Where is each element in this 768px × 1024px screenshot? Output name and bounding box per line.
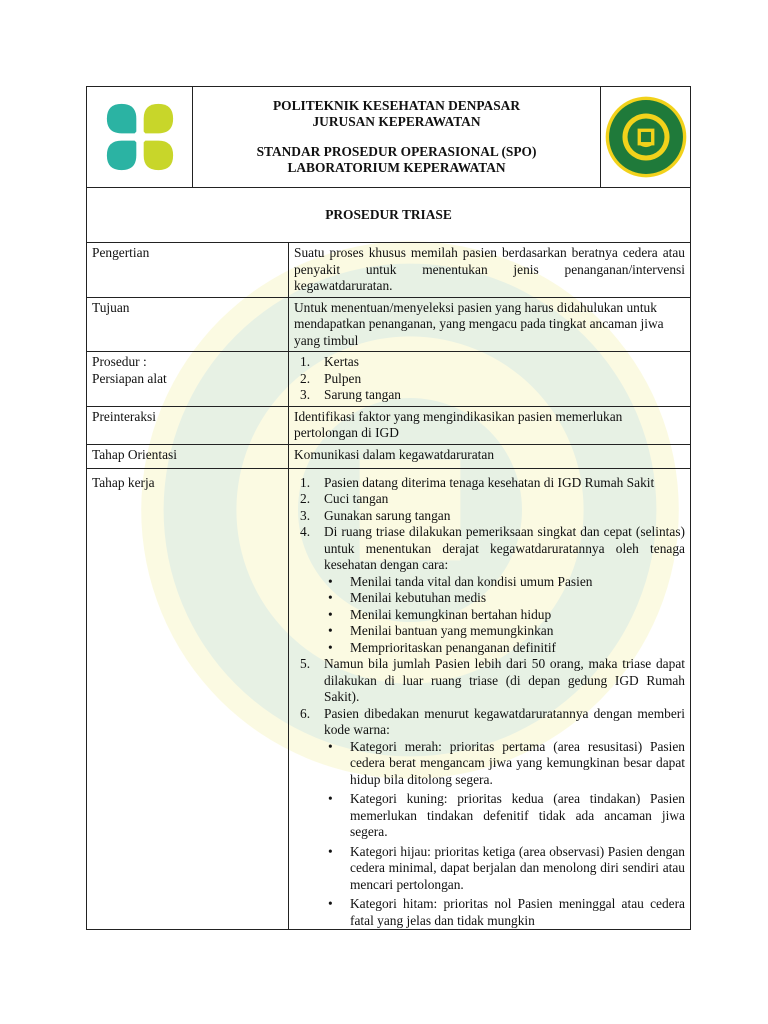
step-item: 3. Gunakan sarung tangan xyxy=(300,507,451,523)
list-item: 2. Pulpen xyxy=(300,370,362,386)
text-tujuan: Untuk menentuan/menyeleksi pasien yang harus didahulukan untuk mendapatkan penanganan, yang mengacu pada tingkat ancaman jiwa yang timbul xyxy=(289,297,691,352)
spo-document xyxy=(86,86,690,930)
title-row xyxy=(87,188,691,243)
step-item: 2. Cuci tangan xyxy=(300,491,389,506)
label-orientasi: Tahap Orientasi xyxy=(87,444,289,468)
text-pengertian: Suatu proses khusus memilah pasien berdasarkan beratnya cedera atau penyakit untuk menentukan jenis penanganan/intervensi kegawatdaruratan. xyxy=(289,243,691,298)
label-prosedur-line1: Prosedur : xyxy=(92,354,147,369)
text-orientasi: Komunikasi dalam kegawatdaruratan xyxy=(289,444,691,468)
document-type: STANDAR PROSEDUR OPERASIONAL (SPO) xyxy=(256,144,537,159)
bullet-item: • Memprioritaskan penanganan definitif xyxy=(328,639,556,655)
text-preinteraksi: Identifikasi faktor yang mengindikasikan pasien memerlukan pertolongan di IGD xyxy=(289,406,691,444)
department-name: JURUSAN KEPERAWATAN xyxy=(312,114,481,129)
list-item: 3. Sarung tangan xyxy=(300,387,401,402)
row-persiapan-alat xyxy=(87,352,691,407)
row-tujuan xyxy=(87,297,691,352)
bullet-item: • Menilai bantuan yang memungkinkan xyxy=(328,623,554,638)
list-persiapan-alat xyxy=(289,352,691,407)
step-item: 1. Pasien datang diterima tenaga kesehatan di IGD Rumah Sakit xyxy=(300,474,655,490)
header-row xyxy=(87,87,691,188)
spo-table xyxy=(86,86,691,930)
bullet-item: • Menilai kebutuhan medis xyxy=(328,590,487,605)
label-prosedur xyxy=(87,352,289,407)
list-tahap-kerja xyxy=(289,468,691,930)
label-preinteraksi: Preinteraksi xyxy=(87,406,289,444)
label-pengertian: Pengertian xyxy=(87,243,289,298)
step-item: 6. Pasien dibedakan menurut kegawatdaruratannya dengan memberi kode warna: • Kategori merah: prioritas pertama (area resusitasi) Pasien cedera berat mengancam jiwa yang kemungkinan besar dapat hidup bila ditolong segera. • Kategori kuning: prioritas kedua (area tindakan) Pasien memerlukan tindakan defenitif tidak ada ancaman jiwa segera. • Kategori hijau: prioritas ketiga (area observasi) Pasien dengan cedera minimal, dapat berjalan dan menolong diri sendiri atau mencari pertolongan. • Kategori hitam: prioritas nol Pasien meninggal atau cedera fatal yang jelas dan tidak mungkin xyxy=(294,706,685,930)
row-tahap-kerja xyxy=(87,468,691,930)
bullet-item: • Kategori kuning: prioritas kedua (area tindakan) Pasien memerlukan tindakan defenitif tidak ada ancaman jiwa segera. xyxy=(328,791,685,839)
step-item: 5. Namun bila jumlah Pasien lebih dari 50 orang, maka triase dapat dilakukan di luar ruang triase (di depan gedung IGD Rumah Sakit). xyxy=(300,656,685,704)
row-pengertian xyxy=(87,243,691,298)
label-tujuan: Tujuan xyxy=(87,297,289,352)
bullet-item: • Kategori hijau: prioritas ketiga (area observasi) Pasien dengan cedera minimal, dapat berjalan dan menolong diri sendiri atau mencari pertolongan. xyxy=(328,843,685,892)
poltekkes-seal-icon xyxy=(604,95,688,179)
logo-cell xyxy=(87,87,193,188)
bullet-item: • Menilai tanda vital dan kondisi umum Pasien xyxy=(328,573,593,589)
bullet-item: • Kategori hitam: prioritas nol Pasien meninggal atau cedera fatal yang jelas dan tidak mungkin xyxy=(328,896,685,928)
seal-cell xyxy=(601,87,691,188)
bullet-item: • Kategori merah: prioritas pertama (area resusitasi) Pasien cedera berat mengancam jiwa yang kemungkinan besar dapat hidup bila ditolong segera. xyxy=(328,738,685,787)
header-title-cell xyxy=(193,87,601,188)
label-tahap-kerja: Tahap kerja xyxy=(87,468,289,930)
row-preinteraksi xyxy=(87,406,691,444)
laboratory-name: LABORATORIUM KEPERAWATAN xyxy=(287,160,506,175)
step-item: 4. Di ruang triase dilakukan pemeriksaan singkat dan cepat (selintas) untuk menentukan derajat kegawatdaruratannya oleh tenaga kesehatan dengan cara: • Menilai tanda vital dan kondisi umum Pasien • Menilai kebutuhan medis • Menilai kemungkinan bertahan hidup • Menilai bantuan yang memungkinkan • Memprioritaskan penanganan definitif xyxy=(294,524,685,656)
bullet-item: • Menilai kemungkinan bertahan hidup xyxy=(328,606,552,622)
list-item: 1. Kertas xyxy=(300,354,359,369)
institution-name: POLITEKNIK KESEHATAN DENPASAR xyxy=(272,98,521,113)
label-prosedur-line2: Persiapan alat xyxy=(92,370,167,386)
row-orientasi xyxy=(87,444,691,468)
kemenkes-logo-icon xyxy=(94,91,186,183)
procedure-title: PROSEDUR TRIASE xyxy=(87,188,691,243)
